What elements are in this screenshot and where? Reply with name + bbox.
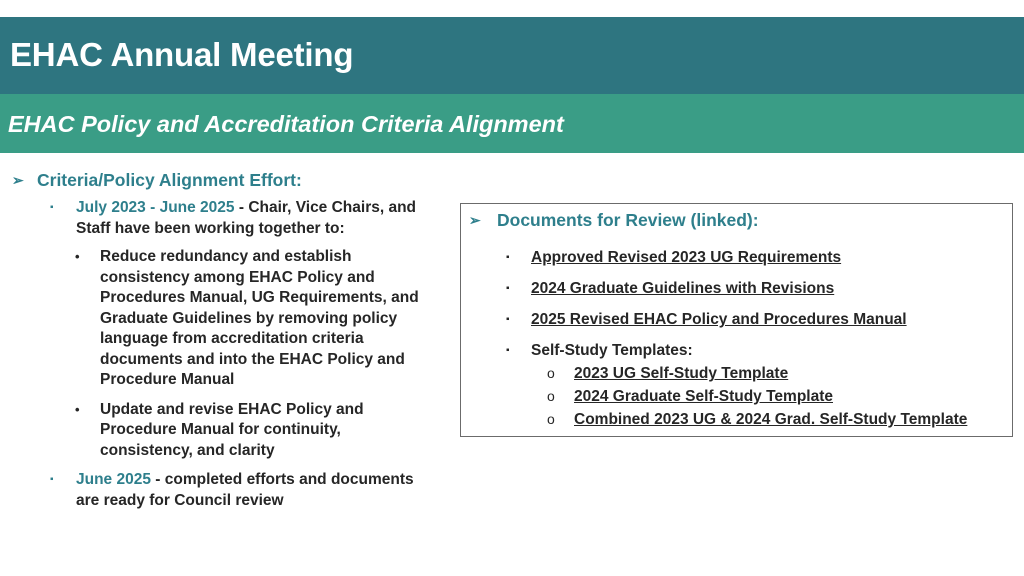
documents-for-review-box <box>460 203 1013 437</box>
slide-subtitle: EHAC Policy and Accreditation Criteria Alignment <box>8 111 564 137</box>
arrow-bullet-icon: ➢ <box>469 212 481 228</box>
circle-bullet-icon: o <box>547 388 555 404</box>
document-item <box>506 342 693 360</box>
documents-heading: Documents for Review (linked): <box>497 210 759 230</box>
dot-bullet-icon: • <box>75 401 80 417</box>
template-item <box>547 365 788 383</box>
item-text: - Chair, Vice Chairs, and Staff have been working together to: <box>76 199 417 237</box>
link-combined-self-study-template[interactable]: Combined 2023 UG & 2024 Grad. Self-Study Template <box>574 411 968 428</box>
square-bullet-icon: ▪ <box>50 202 54 213</box>
date-range: June 2025 <box>76 471 151 488</box>
circle-bullet-icon: o <box>547 365 555 381</box>
link-graduate-guidelines[interactable]: 2024 Graduate Guidelines with Revisions <box>531 280 835 297</box>
link-graduate-self-study-template[interactable]: 2024 Graduate Self-Study Template <box>574 388 833 405</box>
sub-item-text: Reduce redundancy and establish consistency among EHAC Policy and Procedures Manual, UG Requirements, and Graduate Guidelines by removing policy language from accreditation criteria documents and into the EHAC Policy and Procedure Manual <box>100 248 419 388</box>
link-ug-self-study-template[interactable]: 2023 UG Self-Study Template <box>574 365 789 382</box>
link-policy-manual[interactable]: 2025 Revised EHAC Policy and Procedures Manual <box>531 311 907 328</box>
document-item <box>506 311 907 329</box>
template-item <box>547 388 833 406</box>
item-text: - completed efforts and documents are ready for Council review <box>76 471 414 509</box>
list-item <box>50 470 452 511</box>
document-item <box>506 280 834 298</box>
date-range: July 2023 - June 2025 <box>76 199 235 216</box>
list-item <box>75 400 452 462</box>
square-bullet-icon: ▪ <box>506 283 510 294</box>
alignment-heading-row <box>12 170 452 198</box>
alignment-heading: Criteria/Policy Alignment Effort: <box>37 170 302 190</box>
template-item <box>547 411 967 429</box>
subtitle-bar <box>0 94 1024 153</box>
document-item <box>506 249 841 267</box>
documents-heading-row <box>469 210 759 231</box>
square-bullet-icon: ▪ <box>506 345 510 356</box>
sub-item-text: Update and revise EHAC Policy and Procedure Manual for continuity, consistency, and clarity <box>100 400 364 459</box>
arrow-bullet-icon: ➢ <box>12 172 24 188</box>
templates-label: Self-Study Templates: <box>531 342 693 359</box>
square-bullet-icon: ▪ <box>506 314 510 325</box>
title-bar <box>0 17 1024 94</box>
square-bullet-icon: ▪ <box>50 474 54 485</box>
dot-bullet-icon: • <box>75 249 80 264</box>
slide-title: EHAC Annual Meeting <box>10 36 354 73</box>
circle-bullet-icon: o <box>547 411 555 427</box>
list-item <box>50 198 452 239</box>
link-ug-requirements[interactable]: Approved Revised 2023 UG Requirements <box>531 249 842 266</box>
square-bullet-icon: ▪ <box>506 252 510 263</box>
list-item <box>75 247 452 391</box>
alignment-effort-section <box>12 170 452 519</box>
